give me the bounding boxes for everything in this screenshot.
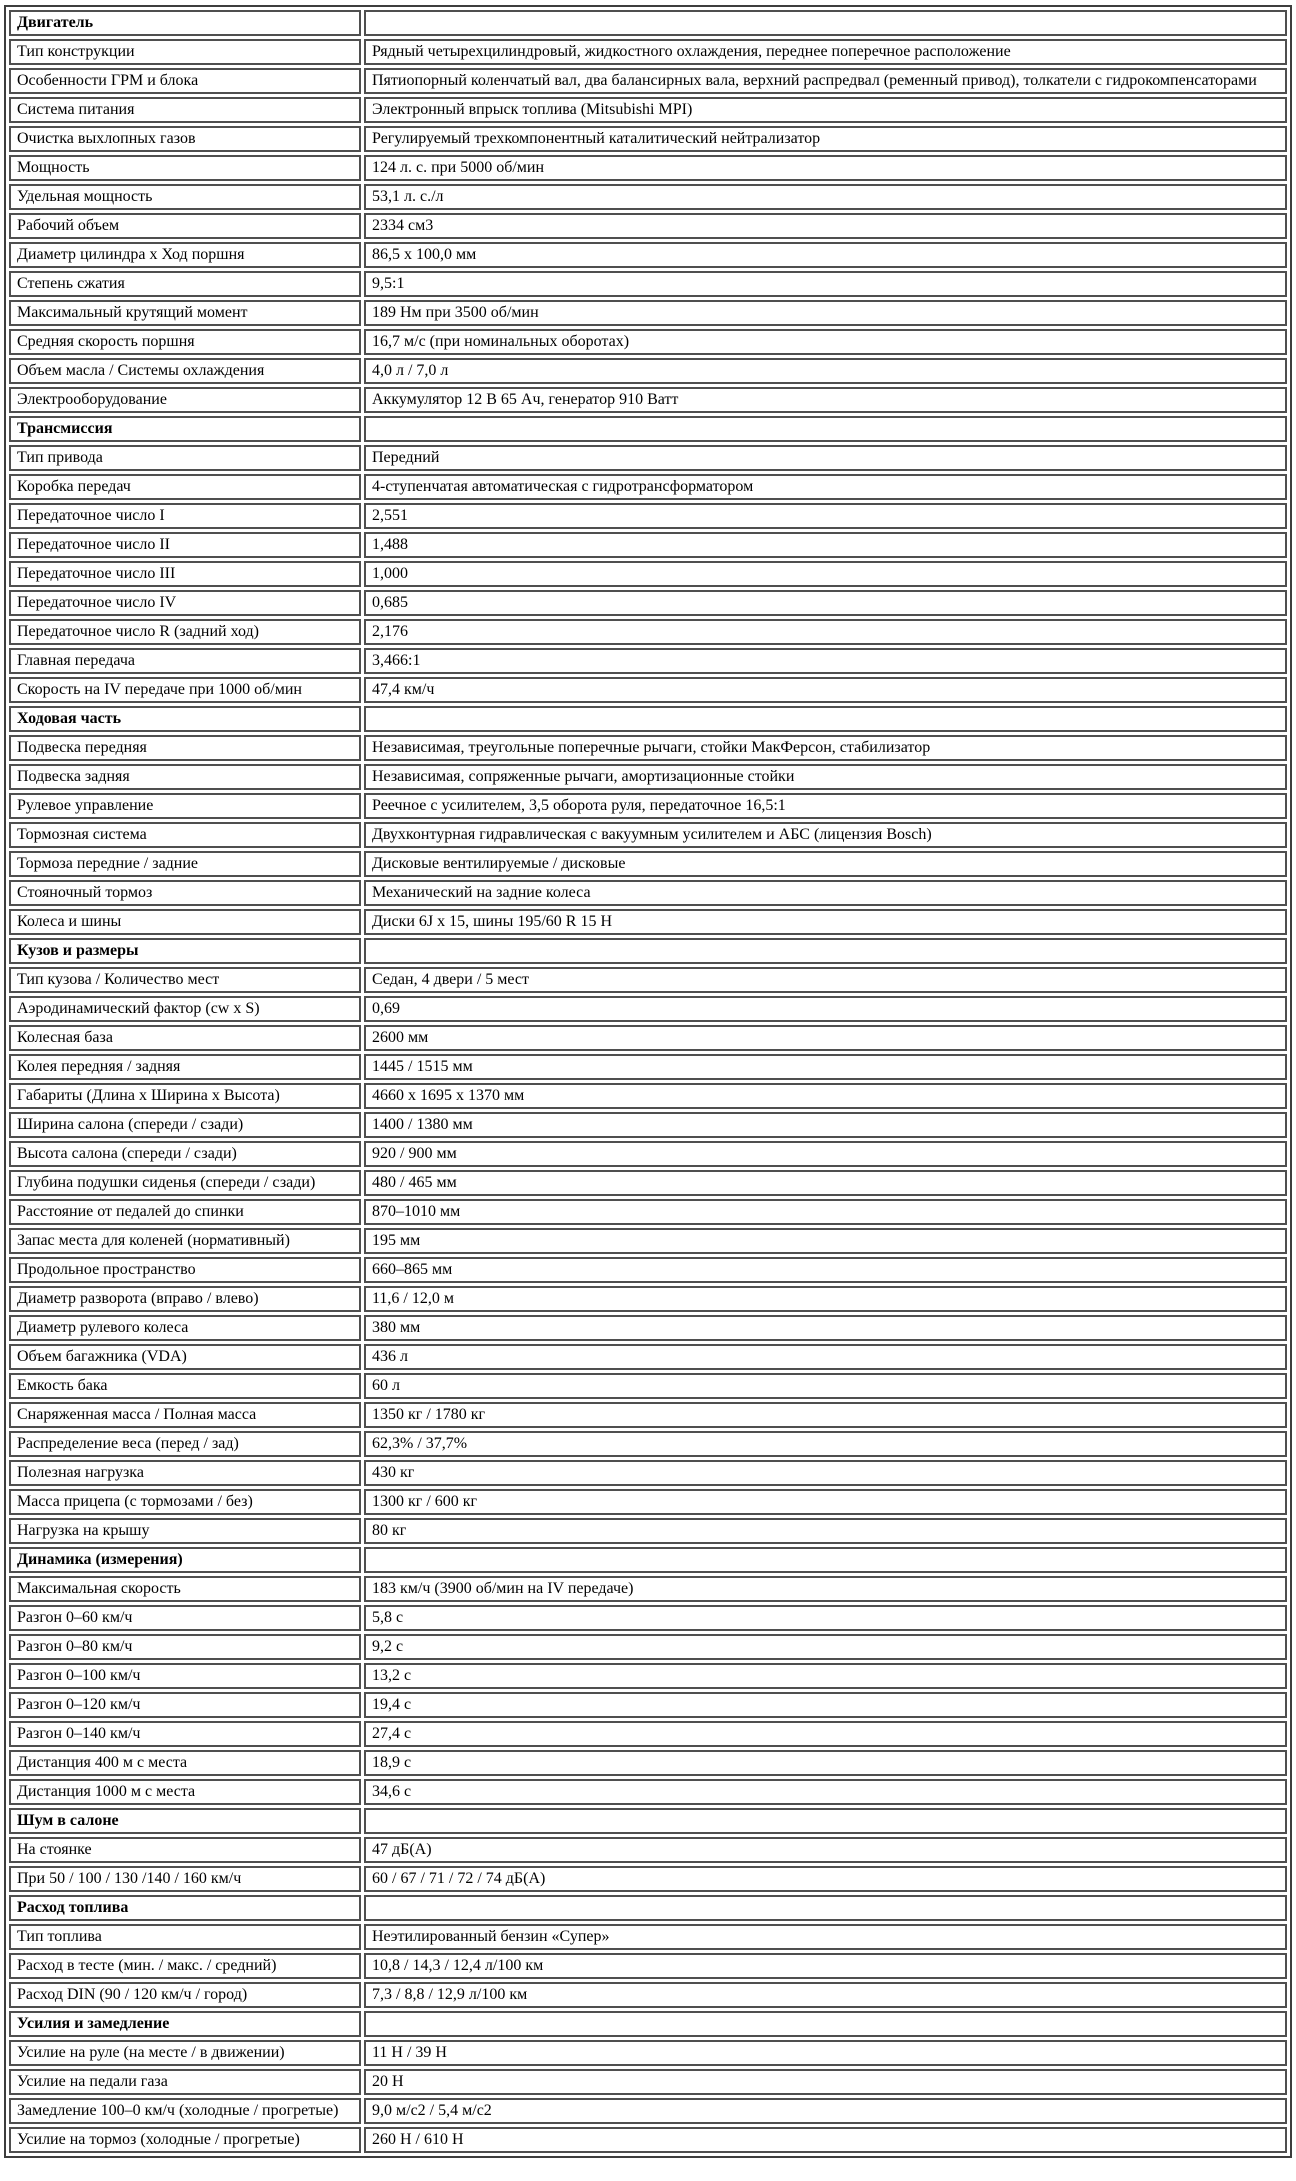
table-row [9, 300, 1287, 326]
table-row [9, 1750, 1287, 1776]
section-empty-cell [364, 938, 1287, 964]
table-row [9, 1518, 1287, 1544]
spec-label-cell: Коробка передач [9, 474, 361, 500]
table-row [9, 39, 1287, 65]
spec-label-cell: Продольное пространство [9, 1257, 361, 1283]
table-row [9, 242, 1287, 268]
table-row [9, 1634, 1287, 1660]
spec-value-cell: 5,8 с [364, 1605, 1287, 1631]
spec-value-cell: 3,466:1 [364, 648, 1287, 674]
table-row [9, 1199, 1287, 1225]
table-row [9, 2069, 1287, 2095]
spec-label-cell: Скорость на IV передаче при 1000 об/мин [9, 677, 361, 703]
spec-label-cell: Особенности ГРМ и блока [9, 68, 361, 94]
table-row [9, 1924, 1287, 1950]
spec-label-cell: Разгон 0–60 км/ч [9, 1605, 361, 1631]
table-row [9, 329, 1287, 355]
spec-value-cell: 0,685 [364, 590, 1287, 616]
spec-label-cell: Диаметр рулевого колеса [9, 1315, 361, 1341]
spec-value-cell: 2600 мм [364, 1025, 1287, 1051]
spec-table-body [9, 10, 1287, 2153]
table-row [9, 1402, 1287, 1428]
section-empty-cell [364, 1547, 1287, 1573]
spec-label-cell: Колеса и шины [9, 909, 361, 935]
section-empty-cell [364, 416, 1287, 442]
spec-value-cell: 10,8 / 14,3 / 12,4 л/100 км [364, 1953, 1287, 1979]
table-row [9, 1054, 1287, 1080]
spec-value-cell: 260 Н / 610 Н [364, 2127, 1287, 2153]
table-row [9, 1373, 1287, 1399]
spec-label-cell: Степень сжатия [9, 271, 361, 297]
spec-value-cell: 2,176 [364, 619, 1287, 645]
spec-value-cell: 4660 x 1695 x 1370 мм [364, 1083, 1287, 1109]
table-row [9, 619, 1287, 645]
spec-label-cell: Запас места для коленей (нормативный) [9, 1228, 361, 1254]
table-row [9, 271, 1287, 297]
spec-value-cell: Электронный впрыск топлива (Mitsubishi MPI) [364, 97, 1287, 123]
table-row [9, 68, 1287, 94]
spec-value-cell: 7,3 / 8,8 / 12,9 л/100 км [364, 1982, 1287, 2008]
spec-value-cell: Двухконтурная гидравлическая с вакуумным усилителем и АБС (лицензия Bosch) [364, 822, 1287, 848]
table-row [9, 1837, 1287, 1863]
section-title: Кузов и размеры [9, 938, 361, 964]
spec-value-cell: 1300 кг / 600 кг [364, 1489, 1287, 1515]
table-row [9, 1605, 1287, 1631]
spec-value-cell: 660–865 мм [364, 1257, 1287, 1283]
spec-label-cell: Усилие на тормоз (холодные / прогретые) [9, 2127, 361, 2153]
spec-label-cell: Рабочий объем [9, 213, 361, 239]
table-row [9, 126, 1287, 152]
spec-label-cell: Усилие на руле (на месте / в движении) [9, 2040, 361, 2066]
spec-label-cell: Аэродинамический фактор (cw x S) [9, 996, 361, 1022]
table-row [9, 967, 1287, 993]
table-row [9, 155, 1287, 181]
table-row [9, 532, 1287, 558]
section-header-row [9, 938, 1287, 964]
table-row [9, 474, 1287, 500]
spec-label-cell: Высота салона (спереди / сзади) [9, 1141, 361, 1167]
section-empty-cell [364, 706, 1287, 732]
section-title: Трансмиссия [9, 416, 361, 442]
spec-label-cell: Тип конструкции [9, 39, 361, 65]
spec-label-cell: Масса прицепа (с тормозами / без) [9, 1489, 361, 1515]
section-header-row [9, 1895, 1287, 1921]
spec-label-cell: Нагрузка на крышу [9, 1518, 361, 1544]
spec-label-cell: Главная передача [9, 648, 361, 674]
table-row [9, 1083, 1287, 1109]
spec-label-cell: Передаточное число III [9, 561, 361, 587]
table-row [9, 1431, 1287, 1457]
spec-value-cell: 0,69 [364, 996, 1287, 1022]
table-row [9, 213, 1287, 239]
spec-label-cell: Глубина подушки сиденья (спереди / сзади) [9, 1170, 361, 1196]
spec-value-cell: 870–1010 мм [364, 1199, 1287, 1225]
spec-label-cell: Разгон 0–120 км/ч [9, 1692, 361, 1718]
spec-label-cell: Разгон 0–80 км/ч [9, 1634, 361, 1660]
spec-value-cell: 60 л [364, 1373, 1287, 1399]
spec-value-cell: 27,4 с [364, 1721, 1287, 1747]
spec-label-cell: При 50 / 100 / 130 /140 / 160 км/ч [9, 1866, 361, 1892]
section-header-row [9, 416, 1287, 442]
spec-value-cell: 2334 см3 [364, 213, 1287, 239]
table-row [9, 851, 1287, 877]
spec-value-cell: 9,2 с [364, 1634, 1287, 1660]
spec-value-cell: 1445 / 1515 мм [364, 1054, 1287, 1080]
spec-value-cell: Механический на задние колеса [364, 880, 1287, 906]
spec-value-cell: 1,000 [364, 561, 1287, 587]
spec-label-cell: Передаточное число I [9, 503, 361, 529]
table-row [9, 358, 1287, 384]
table-row [9, 764, 1287, 790]
spec-value-cell: Неэтилированный бензин «Супер» [364, 1924, 1287, 1950]
table-row [9, 909, 1287, 935]
section-header-row [9, 2011, 1287, 2037]
spec-label-cell: Дистанция 400 м с места [9, 1750, 361, 1776]
spec-value-cell: Передний [364, 445, 1287, 471]
table-row [9, 1344, 1287, 1370]
spec-label-cell: Подвеска передняя [9, 735, 361, 761]
spec-label-cell: Усилие на педали газа [9, 2069, 361, 2095]
section-title: Усилия и замедление [9, 2011, 361, 2037]
spec-label-cell: Расход в тесте (мин. / макс. / средний) [9, 1953, 361, 1979]
spec-value-cell: Дисковые вентилируемые / дисковые [364, 851, 1287, 877]
spec-label-cell: Дистанция 1000 м с места [9, 1779, 361, 1805]
spec-label-cell: Объем багажника (VDA) [9, 1344, 361, 1370]
spec-value-cell: Независимая, треугольные поперечные рычаги, стойки МакФерсон, стабилизатор [364, 735, 1287, 761]
table-row [9, 1112, 1287, 1138]
spec-label-cell: Удельная мощность [9, 184, 361, 210]
spec-value-cell: 195 мм [364, 1228, 1287, 1254]
section-empty-cell [364, 10, 1287, 36]
spec-value-cell: 124 л. с. при 5000 об/мин [364, 155, 1287, 181]
spec-label-cell: Тормоза передние / задние [9, 851, 361, 877]
spec-value-cell: 2,551 [364, 503, 1287, 529]
spec-label-cell: Электрооборудование [9, 387, 361, 413]
spec-label-cell: Передаточное число II [9, 532, 361, 558]
table-row [9, 561, 1287, 587]
spec-value-cell: 920 / 900 мм [364, 1141, 1287, 1167]
spec-label-cell: Система питания [9, 97, 361, 123]
spec-value-cell: 380 мм [364, 1315, 1287, 1341]
table-row [9, 1663, 1287, 1689]
spec-value-cell: 34,6 с [364, 1779, 1287, 1805]
spec-value-cell: 1400 / 1380 мм [364, 1112, 1287, 1138]
table-row [9, 1025, 1287, 1051]
spec-value-cell: 13,2 с [364, 1663, 1287, 1689]
spec-value-cell: 11,6 / 12,0 м [364, 1286, 1287, 1312]
table-row [9, 590, 1287, 616]
spec-table [4, 5, 1292, 2158]
spec-label-cell: Колесная база [9, 1025, 361, 1051]
spec-label-cell: Разгон 0–140 км/ч [9, 1721, 361, 1747]
spec-label-cell: Тип топлива [9, 1924, 361, 1950]
spec-value-cell: 11 Н / 39 Н [364, 2040, 1287, 2066]
spec-label-cell: Снаряженная масса / Полная масса [9, 1402, 361, 1428]
table-row [9, 184, 1287, 210]
spec-value-cell: 4,0 л / 7,0 л [364, 358, 1287, 384]
section-empty-cell [364, 1808, 1287, 1834]
table-row [9, 1228, 1287, 1254]
spec-label-cell: Емкость бака [9, 1373, 361, 1399]
spec-value-cell: Седан, 4 двери / 5 мест [364, 967, 1287, 993]
spec-value-cell: 4-ступенчатая автоматическая с гидротрансформатором [364, 474, 1287, 500]
table-row [9, 387, 1287, 413]
spec-value-cell: 20 Н [364, 2069, 1287, 2095]
spec-label-cell: Распределение веса (перед / зад) [9, 1431, 361, 1457]
table-row [9, 1779, 1287, 1805]
spec-label-cell: Диаметр цилиндра x Ход поршня [9, 242, 361, 268]
spec-label-cell: Разгон 0–100 км/ч [9, 1663, 361, 1689]
spec-value-cell: 480 / 465 мм [364, 1170, 1287, 1196]
spec-value-cell: Реечное с усилителем, 3,5 оборота руля, передаточное 16,5:1 [364, 793, 1287, 819]
spec-label-cell: Тормозная система [9, 822, 361, 848]
spec-value-cell: 60 / 67 / 71 / 72 / 74 дБ(А) [364, 1866, 1287, 1892]
spec-label-cell: Ширина салона (спереди / сзади) [9, 1112, 361, 1138]
section-title: Расход топлива [9, 1895, 361, 1921]
spec-value-cell: 80 кг [364, 1518, 1287, 1544]
spec-value-cell: Независимая, сопряженные рычаги, амортизационные стойки [364, 764, 1287, 790]
table-row [9, 503, 1287, 529]
table-row [9, 2098, 1287, 2124]
section-title: Шум в салоне [9, 1808, 361, 1834]
table-row [9, 1141, 1287, 1167]
spec-label-cell: Средняя скорость поршня [9, 329, 361, 355]
section-empty-cell [364, 1895, 1287, 1921]
spec-label-cell: Объем масла / Системы охлаждения [9, 358, 361, 384]
spec-label-cell: Подвеска задняя [9, 764, 361, 790]
table-row [9, 996, 1287, 1022]
spec-value-cell: 9,5:1 [364, 271, 1287, 297]
table-row [9, 1982, 1287, 2008]
spec-label-cell: Габариты (Длина x Ширина x Высота) [9, 1083, 361, 1109]
spec-value-cell: Регулируемый трехкомпонентный каталитический нейтрализатор [364, 126, 1287, 152]
section-header-row [9, 706, 1287, 732]
spec-value-cell: 1,488 [364, 532, 1287, 558]
spec-value-cell: Аккумулятор 12 В 65 Ач, генератор 910 Ватт [364, 387, 1287, 413]
spec-value-cell: 436 л [364, 1344, 1287, 1370]
spec-label-cell: Полезная нагрузка [9, 1460, 361, 1486]
spec-label-cell: Передаточное число R (задний ход) [9, 619, 361, 645]
spec-label-cell: Тип кузова / Количество мест [9, 967, 361, 993]
table-row [9, 1286, 1287, 1312]
spec-label-cell: Стояночный тормоз [9, 880, 361, 906]
table-row [9, 1489, 1287, 1515]
spec-value-cell: 183 км/ч (3900 об/мин на IV передаче) [364, 1576, 1287, 1602]
table-row [9, 2040, 1287, 2066]
spec-value-cell: 9,0 м/с2 / 5,4 м/с2 [364, 2098, 1287, 2124]
spec-label-cell: Расстояние от педалей до спинки [9, 1199, 361, 1225]
table-row [9, 735, 1287, 761]
spec-value-cell: 62,3% / 37,7% [364, 1431, 1287, 1457]
spec-label-cell: Тип привода [9, 445, 361, 471]
table-row [9, 445, 1287, 471]
table-row [9, 1953, 1287, 1979]
spec-label-cell: Максимальный крутящий момент [9, 300, 361, 326]
spec-value-cell: Диски 6J x 15, шины 195/60 R 15 H [364, 909, 1287, 935]
table-row [9, 1460, 1287, 1486]
table-row [9, 822, 1287, 848]
spec-value-cell: 86,5 x 100,0 мм [364, 242, 1287, 268]
spec-value-cell: Пятиопорный коленчатый вал, два балансирных вала, верхний распредвал (ременный привод), толкатели с гидрокомпенсаторами [364, 68, 1287, 94]
table-row [9, 1866, 1287, 1892]
section-header-row [9, 1547, 1287, 1573]
table-row [9, 1576, 1287, 1602]
spec-label-cell: Максимальная скорость [9, 1576, 361, 1602]
spec-label-cell: Замедление 100–0 км/ч (холодные / прогретые) [9, 2098, 361, 2124]
table-row [9, 1315, 1287, 1341]
table-row [9, 648, 1287, 674]
spec-value-cell: Рядный четырехцилиндровый, жидкостного охлаждения, переднее поперечное расположение [364, 39, 1287, 65]
table-row [9, 1692, 1287, 1718]
table-row [9, 1170, 1287, 1196]
section-header-row [9, 10, 1287, 36]
spec-label-cell: Очистка выхлопных газов [9, 126, 361, 152]
section-title: Динамика (измерения) [9, 1547, 361, 1573]
table-row [9, 880, 1287, 906]
spec-value-cell: 47 дБ(А) [364, 1837, 1287, 1863]
spec-value-cell: 16,7 м/с (при номинальных оборотах) [364, 329, 1287, 355]
spec-label-cell: Передаточное число IV [9, 590, 361, 616]
table-row [9, 1721, 1287, 1747]
spec-label-cell: Рулевое управление [9, 793, 361, 819]
spec-value-cell: 53,1 л. с./л [364, 184, 1287, 210]
spec-label-cell: На стоянке [9, 1837, 361, 1863]
table-row [9, 2127, 1287, 2153]
spec-value-cell: 1350 кг / 1780 кг [364, 1402, 1287, 1428]
table-row [9, 97, 1287, 123]
section-title: Ходовая часть [9, 706, 361, 732]
section-title: Двигатель [9, 10, 361, 36]
section-header-row [9, 1808, 1287, 1834]
spec-label-cell: Расход DIN (90 / 120 км/ч / город) [9, 1982, 361, 2008]
table-row [9, 1257, 1287, 1283]
table-row [9, 677, 1287, 703]
spec-label-cell: Колея передняя / задняя [9, 1054, 361, 1080]
spec-value-cell: 19,4 с [364, 1692, 1287, 1718]
spec-value-cell: 18,9 с [364, 1750, 1287, 1776]
spec-label-cell: Мощность [9, 155, 361, 181]
spec-value-cell: 430 кг [364, 1460, 1287, 1486]
spec-value-cell: 47,4 км/ч [364, 677, 1287, 703]
spec-value-cell: 189 Нм при 3500 об/мин [364, 300, 1287, 326]
section-empty-cell [364, 2011, 1287, 2037]
spec-label-cell: Диаметр разворота (вправо / влево) [9, 1286, 361, 1312]
table-row [9, 793, 1287, 819]
